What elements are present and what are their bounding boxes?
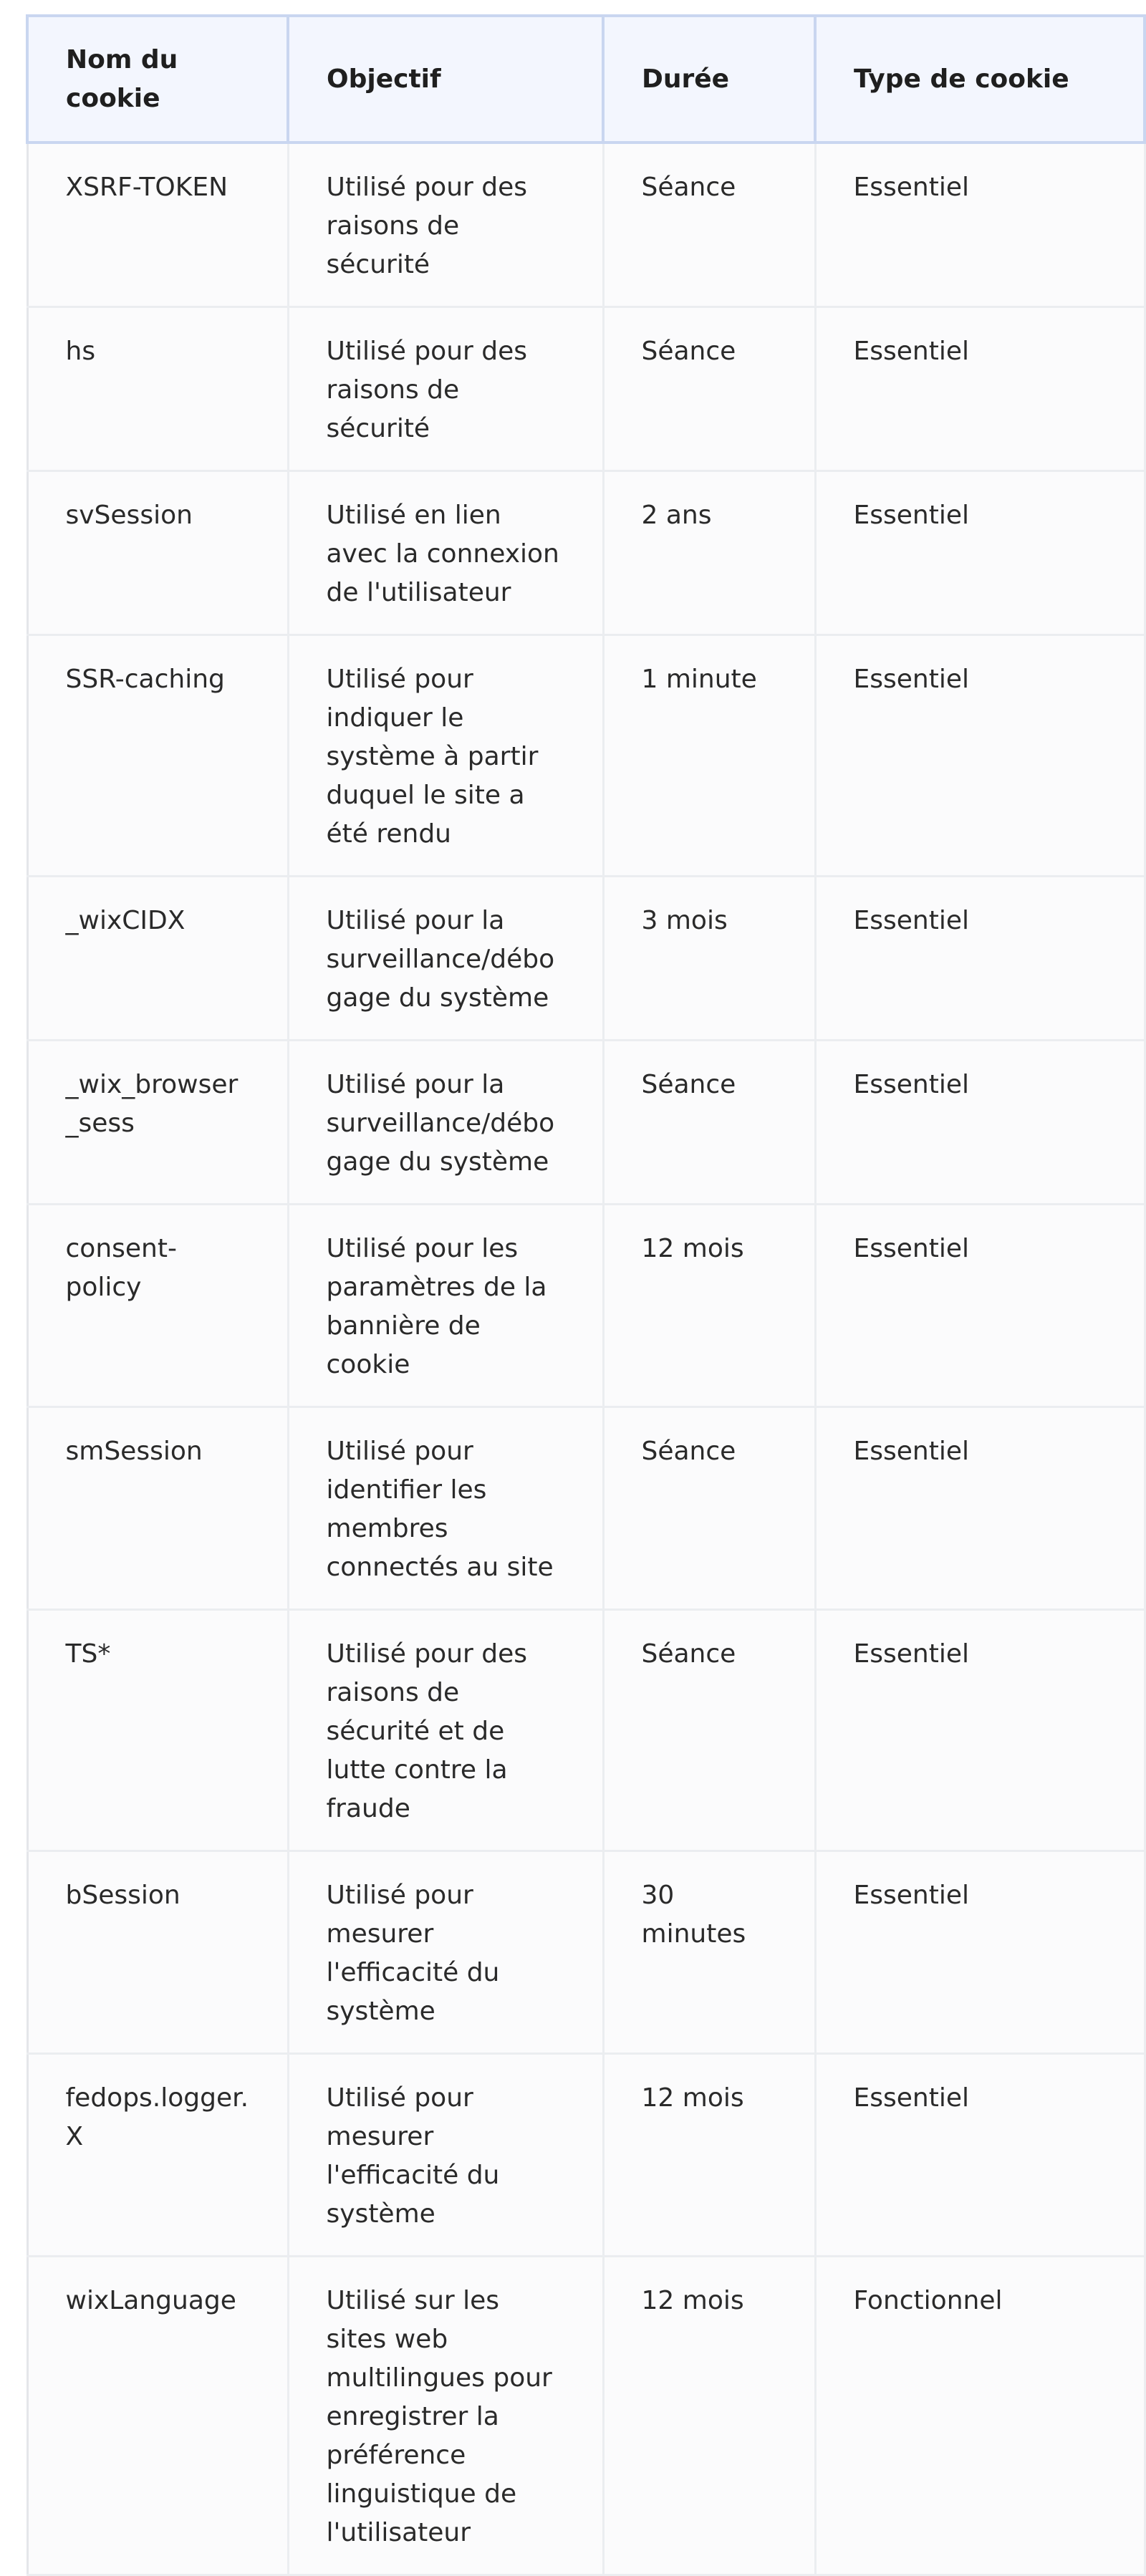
cell-cookie-type: Essentiel (815, 1041, 1145, 1205)
header-cookie-name: Nom du cookie (27, 16, 288, 143)
cell-cookie-type: Essentiel (815, 307, 1145, 471)
cell-cookie-name: consent-policy (27, 1205, 288, 1407)
cell-duration: Séance (603, 143, 815, 307)
cell-cookie-type: Essentiel (815, 1407, 1145, 1610)
cell-purpose: Utilisé en lien avec la connexion de l'utilisateur (288, 471, 603, 635)
table-row (27, 307, 1145, 471)
table-row (27, 1041, 1145, 1205)
table-row (27, 2054, 1145, 2257)
cell-duration: 3 mois (603, 877, 815, 1041)
cell-purpose: Utilisé pour la surveillance/débogage du système (288, 877, 603, 1041)
cell-cookie-name: bSession (27, 1851, 288, 2054)
cell-cookie-name: _wixCIDX (27, 877, 288, 1041)
cell-purpose: Utilisé pour des raisons de sécurité (288, 143, 603, 307)
cookie-table-container (26, 14, 1102, 2547)
table-row (27, 635, 1145, 877)
cell-cookie-name: svSession (27, 471, 288, 635)
cell-duration: Séance (603, 1041, 815, 1205)
cell-cookie-type: Essentiel (815, 1851, 1145, 2054)
cell-duration: Séance (603, 1610, 815, 1851)
table-row (27, 1851, 1145, 2054)
cell-purpose: Utilisé pour mesurer l'efficacité du système (288, 1851, 603, 2054)
cell-purpose: Utilisé pour des raisons de sécurité (288, 307, 603, 471)
cell-purpose: Utilisé pour des raisons de sécurité et de lutte contre la fraude (288, 1610, 603, 1851)
cell-cookie-name: wixLanguage (27, 2257, 288, 2575)
cell-cookie-name: XSRF-TOKEN (27, 143, 288, 307)
table-row (27, 877, 1145, 1041)
table-row (27, 1610, 1145, 1851)
table-row (27, 471, 1145, 635)
cell-cookie-name: SSR-caching (27, 635, 288, 877)
cell-cookie-name: fedops.logger.X (27, 2054, 288, 2257)
cell-cookie-type: Essentiel (815, 143, 1145, 307)
cell-duration: 12 mois (603, 1205, 815, 1407)
cell-duration: 1 minute (603, 635, 815, 877)
cell-duration: Séance (603, 1407, 815, 1610)
header-cookie-type: Type de cookie (815, 16, 1145, 143)
cell-cookie-type: Essentiel (815, 1610, 1145, 1851)
cell-cookie-type: Essentiel (815, 877, 1145, 1041)
cell-duration: 12 mois (603, 2257, 815, 2575)
cell-cookie-name: _wix_browser_sess (27, 1041, 288, 1205)
table-row (27, 143, 1145, 307)
table-body (27, 143, 1145, 2575)
cell-cookie-type: Essentiel (815, 1205, 1145, 1407)
cell-cookie-type: Essentiel (815, 635, 1145, 877)
table-row (27, 1205, 1145, 1407)
header-purpose: Objectif (288, 16, 603, 143)
cell-cookie-type: Essentiel (815, 471, 1145, 635)
header-row (27, 16, 1145, 143)
header-duration: Durée (603, 16, 815, 143)
cell-purpose: Utilisé pour identifier les membres connectés au site (288, 1407, 603, 1610)
cell-cookie-name: TS* (27, 1610, 288, 1851)
cell-duration: 12 mois (603, 2054, 815, 2257)
table-row (27, 2257, 1145, 2575)
table-row (27, 1407, 1145, 1610)
cell-duration: Séance (603, 307, 815, 471)
cell-purpose: Utilisé pour indiquer le système à partir duquel le site a été rendu (288, 635, 603, 877)
cell-purpose: Utilisé sur les sites web multilingues pour enregistrer la préférence linguistique de l'utilisateur (288, 2257, 603, 2575)
cell-duration: 30 minutes (603, 1851, 815, 2054)
cell-cookie-name: hs (27, 307, 288, 471)
cell-cookie-name: smSession (27, 1407, 288, 1610)
cell-duration: 2 ans (603, 471, 815, 635)
cell-purpose: Utilisé pour mesurer l'efficacité du système (288, 2054, 603, 2257)
cell-purpose: Utilisé pour les paramètres de la bannière de cookie (288, 1205, 603, 1407)
cell-cookie-type: Fonctionnel (815, 2257, 1145, 2575)
cell-cookie-type: Essentiel (815, 2054, 1145, 2257)
table-header (27, 16, 1145, 143)
cell-purpose: Utilisé pour la surveillance/débogage du système (288, 1041, 603, 1205)
cookie-table (26, 14, 1146, 2576)
